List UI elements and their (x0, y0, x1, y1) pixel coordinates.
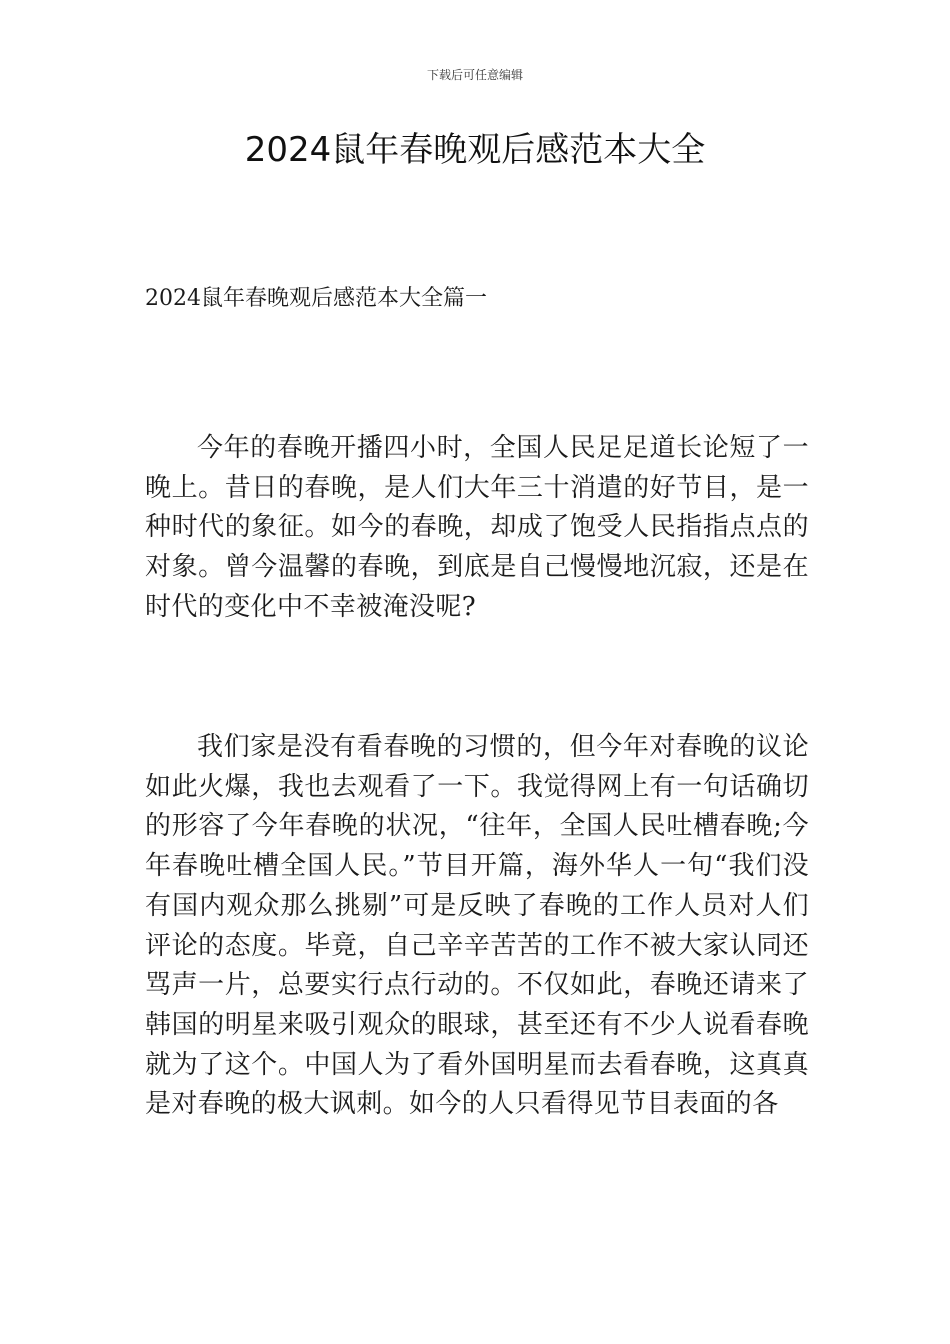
paragraph-1: 今年的春晚开播四小时，全国人民足足道长论短了一晚上。昔日的春晚，是人们大年三十消遣的好节目，是一种时代的象征。如今的春晚，却成了饱受人民指指点点的对象。曾今温馨的春晚，到底是自己慢慢地沉寂，还是在时代的变化中不幸被淹没呢? (145, 433, 809, 622)
paragraph-2: 我们家是没有看春晚的习惯的，但今年对春晚的议论如此火爆，我也去观看了一下。我觉得网上有一句话确切的形容了今年春晚的状况，“往年，全国人民吐槽春晚;今年春晚吐槽全国人民。”节目开篇，海外华人一句“我们没有国内观众那么挑剔”可是反映了春晚的工作人员对人们评论的态度。毕竟，自己辛辛苦苦的工作不被大家认同还骂声一片，总要实行点行动的。不仅如此，春晚还请来了韩国的明星来吸引观众的眼球，甚至还有不少人说看春晚就为了这个。中国人为了看外国明星而去看春晚，这真真是对春晚的极大讽刺。如今的人只看得见节目表面的各 (145, 732, 809, 1120)
section-heading: 2024鼠年春晚观后感范本大全篇一 (145, 286, 487, 311)
document-title: 2024鼠年春晚观后感范本大全 (244, 130, 706, 170)
header-note: 下载后可任意编辑 (426, 68, 523, 82)
